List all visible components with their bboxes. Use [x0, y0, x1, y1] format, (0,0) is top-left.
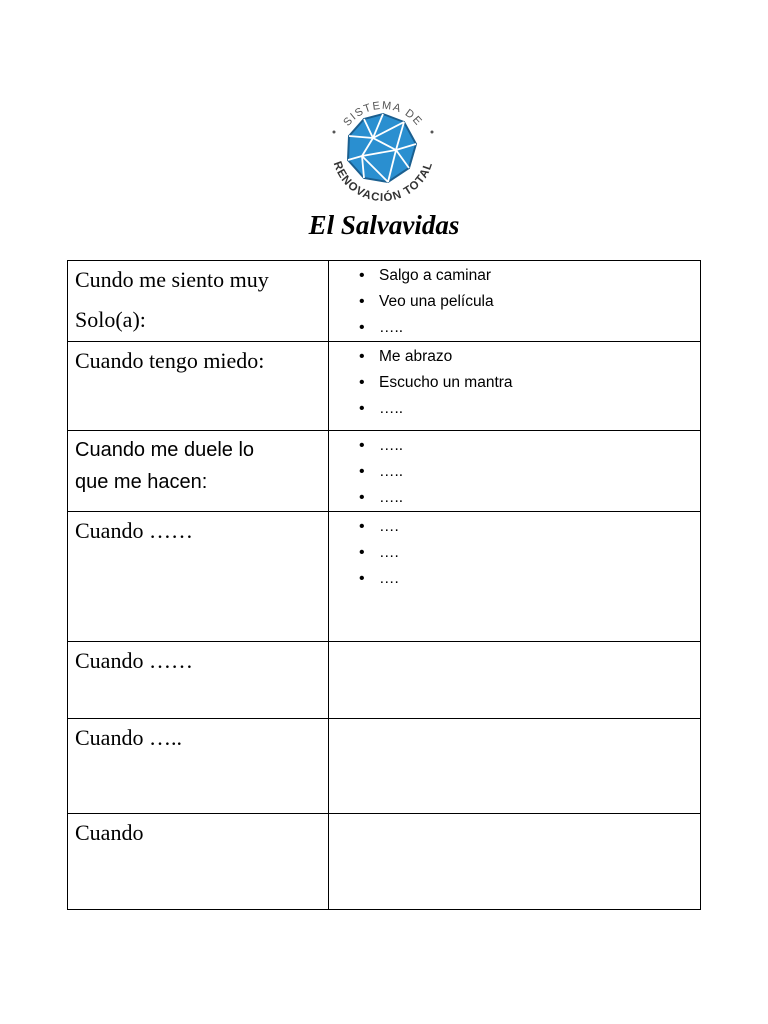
table-row: [68, 512, 701, 642]
page-title: El Salvavidas: [308, 210, 460, 240]
salvavidas-table: [67, 260, 701, 910]
table-row: [68, 642, 701, 719]
list-item: • …..: [359, 485, 700, 511]
row-items-cell: [329, 814, 701, 910]
row-label-cell: [68, 431, 329, 512]
row-items-cell: [329, 342, 701, 431]
table-row: [68, 719, 701, 814]
list-item: • Salgo a caminar: [359, 263, 700, 289]
row-items-cell: [329, 261, 701, 342]
list-item: • Veo una película: [359, 289, 700, 315]
logo-text-top: SISTEMA DE: [341, 99, 425, 129]
row-label: que me hacen:: [75, 471, 208, 493]
row-label: Cuando: [75, 820, 144, 845]
table-row: [68, 261, 701, 342]
list-item: • Me abrazo: [359, 344, 700, 370]
row-items-cell: [329, 642, 701, 719]
list-item: • …..: [359, 396, 700, 422]
row-label: Cuando me duele lo: [75, 439, 255, 461]
row-label: Cuando ……: [75, 648, 193, 673]
row-label: Cuando …..: [75, 725, 182, 750]
list-item: • …..: [359, 433, 700, 459]
row-label-cell: [68, 261, 329, 342]
row-label-cell: [68, 814, 329, 910]
row-items-cell: [329, 431, 701, 512]
table-row: [68, 431, 701, 512]
row-label-cell: [68, 719, 329, 814]
list-item: • ….: [359, 514, 700, 540]
list-item: • Escucho un mantra: [359, 370, 700, 396]
list-item: • ….: [359, 566, 700, 592]
table-row: [68, 814, 701, 910]
list-item: • …..: [359, 315, 700, 341]
row-label-cell: [68, 342, 329, 431]
row-items-cell: [329, 512, 701, 642]
row-items-cell: [329, 719, 701, 814]
polyhedron-icon: [348, 114, 416, 182]
row-label: Cuando tengo miedo:: [75, 348, 265, 373]
table-row: [68, 342, 701, 431]
row-label: Solo(a):: [75, 307, 146, 332]
sistema-renovacion-total-logo: [318, 92, 448, 210]
row-label-cell: [68, 642, 329, 719]
list-item: • ….: [359, 540, 700, 566]
row-label: Cundo me siento muy: [75, 267, 269, 292]
logo-text-bottom: RENOVACIÓN TOTAL: [330, 159, 436, 205]
row-label: Cuando ……: [75, 518, 193, 543]
list-item: • …..: [359, 459, 700, 485]
row-label-cell: [68, 512, 329, 642]
